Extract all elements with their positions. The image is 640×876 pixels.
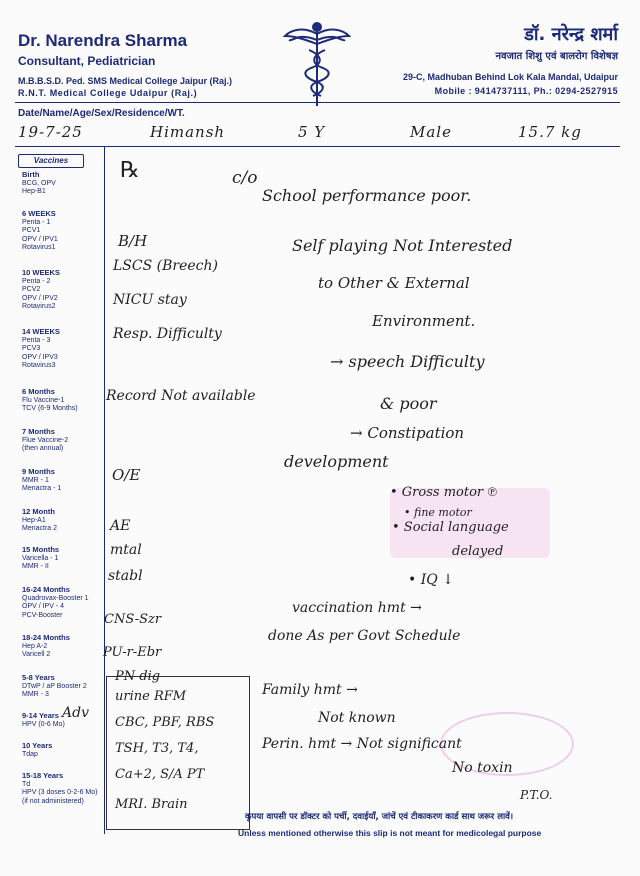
note-adv: Adv [62,705,89,721]
vaccine-item: Hep-B1 [22,188,46,196]
vaccine-item: Varicella - 1 [22,554,59,562]
vaccine-age: 9 Months [22,467,55,476]
vaccine-item: OPV / IPV2 [22,294,58,302]
investigations-box [106,669,250,830]
vaccine-age: 6 WEEKS [22,209,56,218]
patient-divider [15,146,620,147]
doctor-name: Dr. Narendra Sharma [18,31,188,50]
qualification-line-2: R.N.T. Medical College Udaipur (Raj.) [18,88,198,98]
vaccine-item: Penta - 2 [22,277,51,285]
vaccine-age: Birth [22,170,40,179]
vaccine-item: Flue Vaccine-2 [22,436,69,444]
vaccine-group [22,742,52,759]
vaccine-item: DTwP / aP Booster 2 [22,682,87,690]
vaccine-age: 10 Years [22,741,53,750]
note-resp: Resp. Difficulty [113,326,222,342]
note-ae: AE [110,518,131,534]
vaccine-item: Penta - 3 [22,336,51,344]
clinical-note-line: to Other & External [318,274,470,292]
clinical-note-line: Environment. [372,312,476,330]
doctor-subtitle-hindi: नवजात शिशु एवं बालरोग विशेषज्ञ [495,51,618,62]
vaccine-age: 12 Month [22,507,55,516]
vaccine-age: 10 WEEKS [22,268,60,277]
clinical-note-line: Not known [318,710,396,726]
clinical-note-line: P.T.O. [520,788,553,802]
clinical-note-line: → speech Difficulty [330,352,485,371]
vaccine-item: BCG, OPV [22,179,56,187]
vaccine-item: Rotavirus3 [22,362,56,370]
vaccine-group [22,210,58,253]
patient-name: Himansh [150,123,226,141]
clinical-note-line: • fine motor [404,506,472,519]
vaccine-group [22,328,60,371]
caduceus-icon [283,20,351,108]
note-nicu: NICU stay [113,292,187,308]
note-oe: O/E [112,466,141,484]
investigation-line: MRI. Brain [115,797,188,812]
investigation-line: CBC, PBF, RBS [115,715,215,730]
clinical-note-line: & poor [380,394,437,413]
clinical-note-line: Self playing Not Interested [292,236,513,255]
clinical-note-line: School performance poor. [262,186,472,205]
clinical-note-line: • IQ ↓ [408,572,454,588]
clinical-note-line: done As per Govt Schedule [268,628,461,644]
clinic-phone: Mobile : 9414737111, Ph.: 0294-2527915 [434,86,618,96]
note-record: Record Not available [106,388,256,404]
vaccine-item: Hep-A1 [22,516,46,524]
vaccine-item: Quadrovax-Booster 1 [22,594,89,602]
note-lscs: LSCS (Breech) [113,258,218,274]
note-pu: PU-r-Ebr [103,645,162,660]
vaccine-item: PCV2 [22,286,41,294]
clinical-note-line: delayed [452,544,504,559]
vaccine-item: PCV3 [22,345,41,353]
rx-symbol: ℞ [120,158,140,183]
patient-date: 19-7-25 [18,123,83,141]
header-divider [15,102,620,103]
vaccine-item: Menactra - 1 [22,485,62,493]
investigation-line: PN dig [115,669,161,684]
patient-field-label: Date/Name/Age/Sex/Residence/WT. [18,108,185,119]
vaccine-age: 7 Months [22,427,55,436]
vaccine-item: PCV-Booster [22,611,63,619]
vaccine-group [22,508,57,534]
patient-age: 5 Y [298,123,326,141]
clinical-note-line: vaccination hmt → [292,600,422,616]
note-cns: CNS-Szr [104,612,162,627]
clinical-note-line: • Social language [392,520,509,535]
clinical-note-line: development [284,452,389,471]
investigation-line: urine RFM [115,689,187,704]
vaccine-item: Flu Vaccine-1 [22,396,65,404]
clinical-note-line: No toxin [452,760,513,776]
vaccine-item: Tdap [22,750,38,758]
vaccine-item: (then annual) [22,445,64,453]
vaccine-age: 15 Months [22,545,60,554]
vaccine-group [22,388,78,414]
vaccine-item: PCV1 [22,227,41,235]
vaccine-group [22,634,70,660]
note-bh: B/H [118,232,148,250]
vaccine-item: OPV / IPV1 [22,235,58,243]
clinical-note-line: → Constipation [350,424,465,442]
vaccine-item: MMR - II [22,563,49,571]
clinical-note-line: • Gross motor ℗ [390,485,498,500]
vaccine-item: MMR - 3 [22,691,49,699]
vaccine-group [22,468,61,494]
vaccine-item: MMR - 1 [22,476,49,484]
note-stable: stabl [108,568,143,584]
clinical-note-line: Family hmt → [262,682,358,698]
clinic-address: 29-C, Madhuban Behind Lok Kala Mandal, Udaipur [402,72,618,82]
vaccine-group [22,772,97,806]
vaccine-item: TCV (6-9 Months) [22,405,78,413]
vaccine-group [22,712,65,729]
vaccine-group [22,269,60,312]
note-co: c/o [232,168,258,188]
vaccine-item: Varicell 2 [22,651,51,659]
vaccine-item: Menactra 2 [22,525,58,533]
qualification-line-1: M.B.B.S.D. Ped. SMS Medical College Jaipur (Raj.) [18,76,233,86]
clinical-note-line: Perin. hmt → Not significant [262,736,462,752]
investigation-line: Ca+2, S/A PT [115,767,205,782]
vaccine-item: Rotavirus1 [22,244,56,252]
vaccine-item: HPV (3 doses 0-2-6 Mo) [22,789,98,797]
vaccine-item: OPV / IPV - 4 [22,603,65,611]
vaccine-group [22,674,87,700]
vaccine-column-divider [104,146,105,834]
doctor-title: Consultant, Pediatrician [18,54,156,68]
vaccine-item: OPV / IPV3 [22,353,58,361]
vaccine-age: 6 Months [22,387,55,396]
vaccine-group [22,546,59,572]
doctor-name-hindi: डॉ. नरेन्द्र शर्मा [524,24,618,45]
vaccine-item: Hep A-2 [22,642,48,650]
vaccine-age: 14 WEEKS [22,327,60,336]
patient-sex: Male [410,123,452,141]
footer-disclaimer: Unless mentioned otherwise this slip is not meant for medicolegal purpose [238,828,542,838]
vaccine-item: Penta - 1 [22,218,51,226]
vaccine-group [22,586,89,620]
vaccine-age: 15-18 Years [22,771,64,780]
vaccine-age: 5-8 Years [22,673,55,682]
vaccine-item: (if not administered) [22,797,84,805]
vaccine-age: 18-24 Months [22,633,70,642]
note-mtal: mtal [110,542,142,558]
vaccine-item: HPV (0-6 Mo) [22,720,65,728]
vaccine-item: Td [22,780,31,788]
vaccine-item: Rotavirus2 [22,303,56,311]
vaccine-group [22,428,68,454]
footer-instruction-hindi: कृपया वापसी पर डॉक्टर को पर्ची, दवाईयाँ, जांचें एवं टीकाकरण कार्ड साथ जरूर लावें। [245,812,514,822]
patient-weight: 15.7 kg [518,123,582,141]
vaccine-group [22,171,56,197]
vaccines-heading: Vaccines [18,154,84,168]
vaccine-age: 9-14 Years [22,711,59,720]
investigation-line: TSH, T3, T4, [115,741,199,756]
vaccine-age: 16-24 Months [22,585,70,594]
